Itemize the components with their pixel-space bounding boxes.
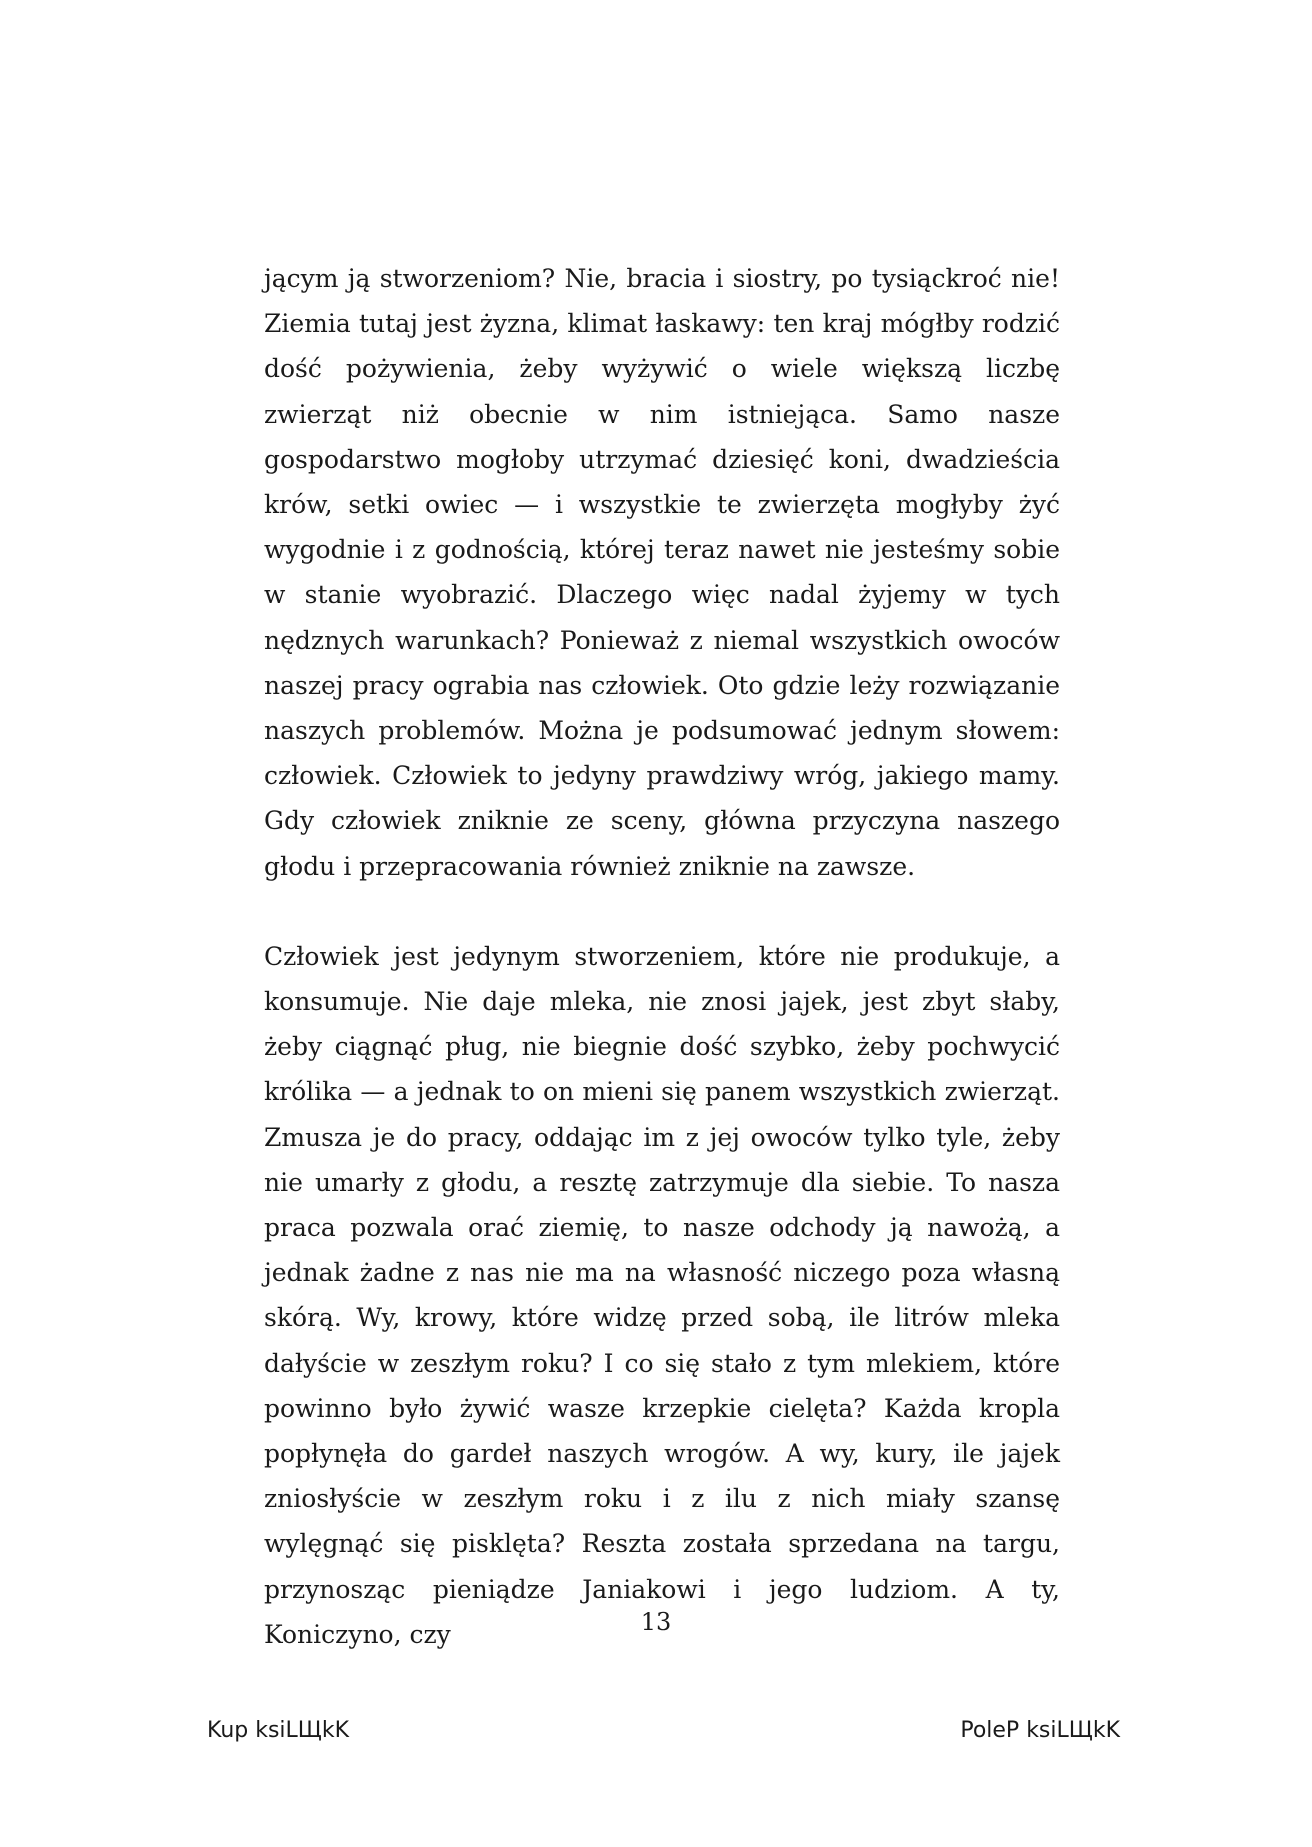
recommend-book-link[interactable]: PoleP ksiLЩkK: [960, 1718, 1120, 1743]
buy-book-link[interactable]: Kup ksiLЩkK: [207, 1718, 350, 1743]
paragraph-2: Człowiek jest jedynym stworzeniem, które nie produkuje, a konsumuje. Nie daje mleka, nie znosi jajek, jest zbyt słaby, żeby ciągnąć pług, nie biegnie dość szybko, żeby pochwycić królika — a jednak to on mieni się panem wszystkich zwierząt. Zmusza je do pracy, oddając im z jej owoców tylko tyle, żeby nie umarły z głodu, a resztę zatrzymuje dla siebie. To nasza praca pozwala orać ziemię, to nasze odchody ją nawożą, a jednak żadne z nas nie ma na własność niczego poza własną skórą. Wy, krowy, które widzę przed sobą, ile litrów mleka dałyście w zeszłym roku? I co się stało z tym mlekiem, które powinno było żywić wasze krzepkie cielęta? Każda kropla popłynęła do gardeł naszych wrogów. A wy, kury, ile jajek zniosłyście w zeszłym roku i z ilu z nich miały szansę wylęgnąć się pisklęta? Reszta została sprzedana na targu, przynosząc pieniądze Janiakowi i jego ludziom. A ty, Koniczyno, czy: [264, 941, 1060, 1649]
body-text: [264, 256, 1060, 1657]
page-number: 13: [640, 1608, 672, 1636]
paragraph-1: jącym ją stworzeniom? Nie, bracia i siostry, po tysiąckroć nie! Ziemia tutaj jest żyzna, klimat łaskawy: ten kraj mógłby rodzić dość pożywienia, żeby wyżywić o wiele większą liczbę zwierząt niż obecnie w nim istniejąca. Samo nasze gospodarstwo mogłoby utrzymać dziesięć koni, dwadzieścia krów, setki owiec — i wszystkie te zwierzęta mogłyby żyć wygodnie i z godnością, której teraz nawet nie jesteśmy sobie w stanie wyobrazić. Dlaczego więc nadal żyjemy w tych nędznych warunkach? Ponieważ z niemal wszystkich owoców naszej pracy ograbia nas człowiek. Oto gdzie leży rozwiązanie naszych problemów. Można je podsumować jednym słowem: człowiek. Człowiek to jedyny prawdziwy wróg, jakiego mamy. Gdy człowiek zniknie ze sceny, główna przyczyna naszego głodu i przepracowania również zniknie na zawsze.: [264, 264, 1060, 881]
